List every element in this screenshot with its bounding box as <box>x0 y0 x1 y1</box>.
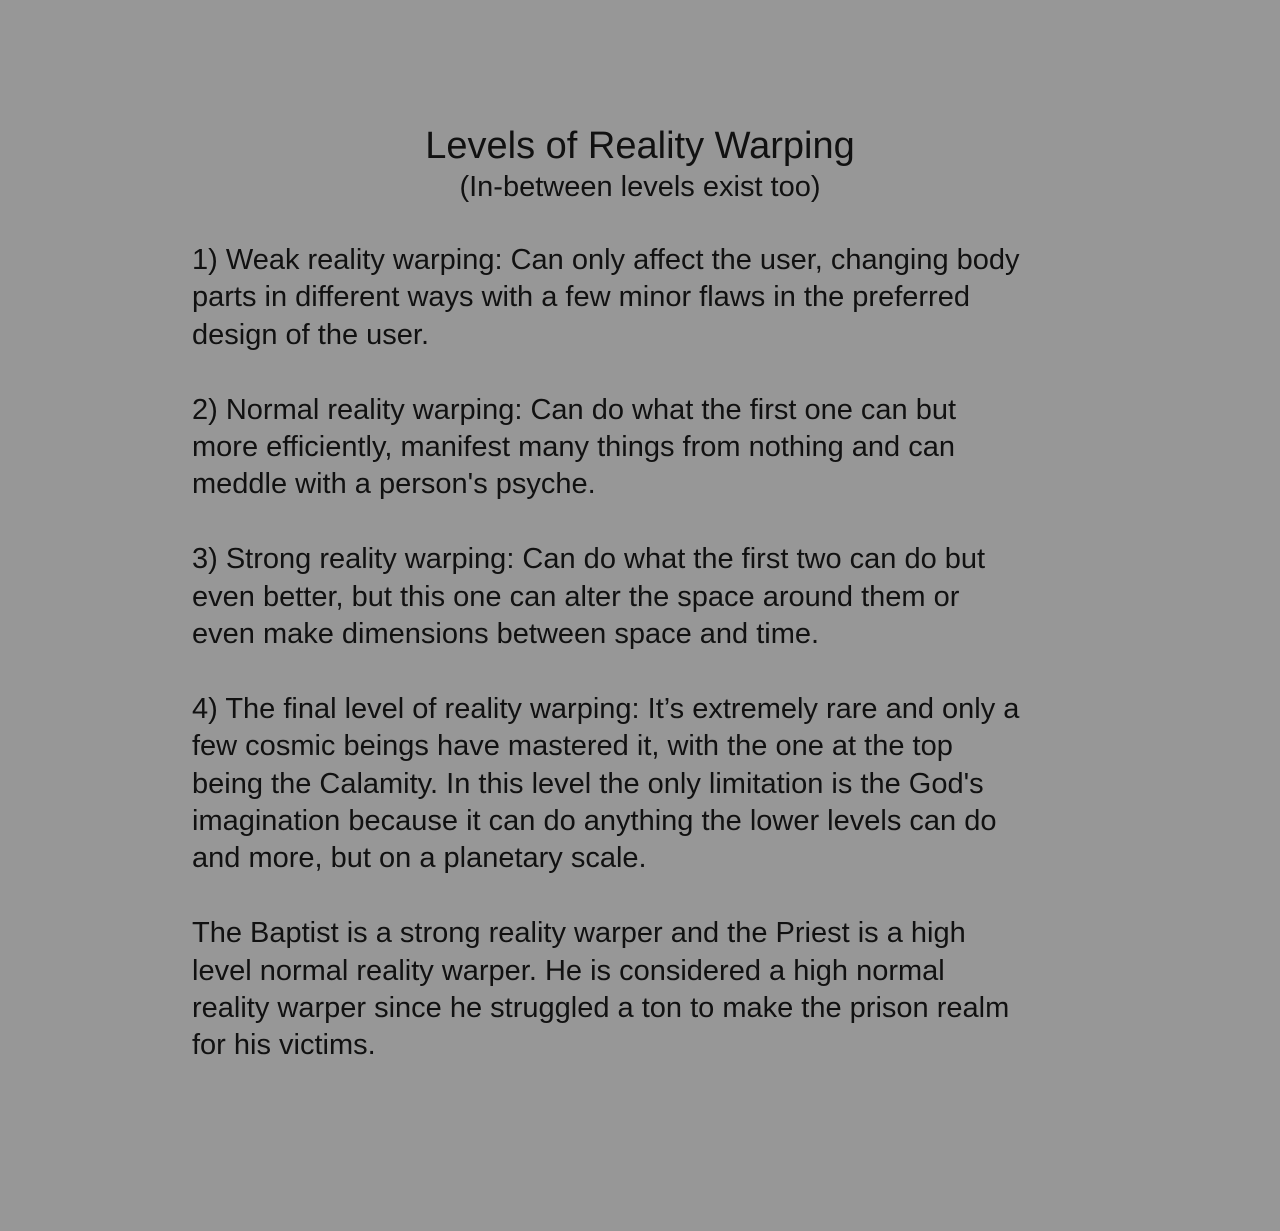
text-line: being the Calamity. In this level the only limitation is the God's <box>192 767 984 800</box>
text-line: level normal reality warper. He is considered a high normal <box>192 954 945 987</box>
text-line: 4) The final level of reality warping: It’s extremely rare and only a <box>192 692 1020 725</box>
text-line: and more, but on a planetary scale. <box>192 842 647 875</box>
text-line: for his victims. <box>192 1029 376 1062</box>
text-line: 3) Strong reality warping: Can do what the first two can do but <box>192 543 986 576</box>
paragraph-level-4 <box>192 691 1092 878</box>
text-line: few cosmic beings have mastered it, with the one at the top <box>192 730 953 763</box>
paragraph-level-2 <box>192 392 1092 504</box>
text-line: even better, but this one can alter the space around them or <box>192 580 960 613</box>
paragraph-level-3 <box>192 541 1092 653</box>
page-subtitle: (In-between levels exist too) <box>459 171 821 203</box>
text-line: more efficiently, manifest many things from nothing and can <box>192 431 955 464</box>
text-line: imagination because it can do anything the lower levels can do <box>192 805 997 838</box>
page-title: Levels of Reality Warping <box>425 125 855 167</box>
text-line: reality warper since he struggled a ton to make the prison realm <box>192 992 1010 1025</box>
text-line: even make dimensions between space and time. <box>192 618 820 651</box>
document-body <box>192 242 1092 1102</box>
text-line: meddle with a person's psyche. <box>192 468 596 501</box>
text-line: The Baptist is a strong reality warper and the Priest is a high <box>192 917 966 950</box>
text-line: design of the user. <box>192 318 429 351</box>
text-line: parts in different ways with a few minor flaws in the preferred <box>192 281 970 314</box>
text-line: 2) Normal reality warping: Can do what the first one can but <box>192 393 957 426</box>
paragraph-closing-note <box>192 915 1092 1065</box>
text-line: 1) Weak reality warping: Can only affect the user, changing body <box>192 244 1020 276</box>
paragraph-level-1 <box>192 242 1092 354</box>
